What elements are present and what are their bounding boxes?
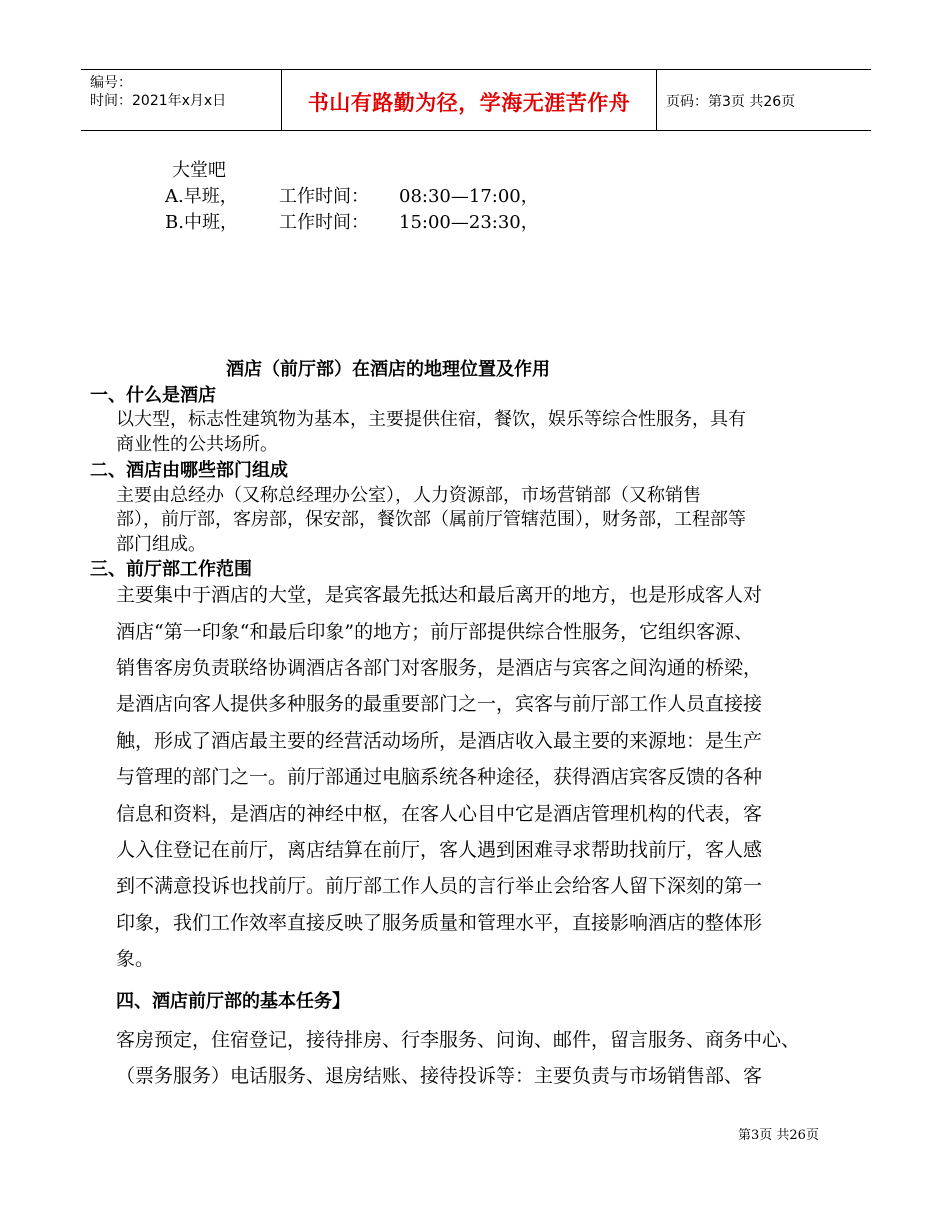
section-heading: 一、什么是酒店 [90, 385, 216, 406]
document-number-label: 编号： [90, 75, 132, 91]
header-page-cell [656, 70, 871, 130]
shift-name: A.早班， [165, 186, 238, 207]
header-motto: 书山有路勤为径，学海无涯苦作舟 [307, 91, 631, 115]
shift-hours-label: 工作时间： [279, 186, 369, 207]
paragraph-line: 触，形成了酒店最主要的经营活动场所，是酒店收入最主要的来源地：是生产 [116, 730, 763, 752]
page-header [81, 69, 871, 131]
paragraph-line: 人入住登记在前厅，离店结算在前厅，客人遇到困难寻求帮助找前厅，客人感 [116, 839, 763, 861]
paragraph-line: （票务服务）电话服务、退房结账、接待投诉等：主要负责与市场销售部、客 [116, 1065, 763, 1087]
header-motto-cell [281, 70, 657, 130]
header-meta-cell [81, 70, 281, 130]
lobby-bar-title: 大堂吧 [172, 160, 226, 181]
paragraph-line: 主要由总经办（又称总经理办公室），人力资源部，市场营销部（又称销售 [116, 485, 701, 506]
paragraph-line: 与管理的部门之一。前厅部通过电脑系统各种途径，获得酒店宾客反馈的各种 [116, 766, 763, 788]
document-date: 时间：2021年x月x日 [90, 93, 227, 109]
paragraph-line: 客房预定，住宿登记，接待排房、行李服务、问询、邮件，留言服务、商务中心、 [116, 1029, 801, 1051]
paragraph-line: 部），前厅部，客房部，保安部，餐饮部（属前厅管辖范围），财务部，工程部等 [116, 509, 746, 530]
paragraph-line: 商业性的公共场所。 [116, 434, 278, 455]
paragraph-line: 信息和资料，是酒店的神经中枢，在客人心目中它是酒店管理机构的代表，客 [116, 803, 763, 825]
section-heading: 二、酒店由哪些部门组成 [90, 460, 288, 481]
page-footer: 第3页 共26页 [738, 1128, 819, 1143]
paragraph-line: 部门组成。 [116, 534, 206, 555]
paragraph-line: 主要集中于酒店的大堂，是宾客最先抵达和最后离开的地方，也是形成客人对 [116, 584, 763, 606]
paragraph-line: 象。 [116, 948, 155, 970]
section-heading: 三、前厅部工作范围 [90, 559, 252, 580]
paragraph-line: 到不满意投诉也找前厅。前厅部工作人员的言行举止会给客人留下深刻的第一 [116, 875, 763, 897]
paragraph-line: 以大型，标志性建筑物为基本，主要提供住宿，餐饮，娱乐等综合性服务，具有 [116, 409, 746, 430]
header-page-info: 页码：第3页 共26页 [666, 94, 796, 110]
paragraph-line: 印象，我们工作效率直接反映了服务质量和管理水平，直接影响酒店的整体形 [116, 912, 763, 934]
paragraph-line: 销售客房负责联络协调酒店各部门对客服务，是酒店与宾客之间沟通的桥梁， [116, 657, 763, 679]
shift-hours-label: 工作时间： [279, 212, 369, 233]
shift-hours: 08:30—17:00， [399, 186, 539, 207]
paragraph-line: 酒店“第一印象“和最后印象”的地方；前厅部提供综合性服务，它组织客源、 [116, 621, 754, 643]
section-heading: 四、酒店前厅部的基本任务】 [116, 991, 350, 1012]
shift-hours: 15:00—23:30， [399, 212, 539, 233]
shift-name: B.中班， [165, 212, 238, 233]
paragraph-line: 是酒店向客人提供多种服务的最重要部门之一，宾客与前厅部工作人员直接接 [116, 693, 763, 715]
document-title: 酒店（前厅部）在酒店的地理位置及作用 [226, 359, 550, 380]
